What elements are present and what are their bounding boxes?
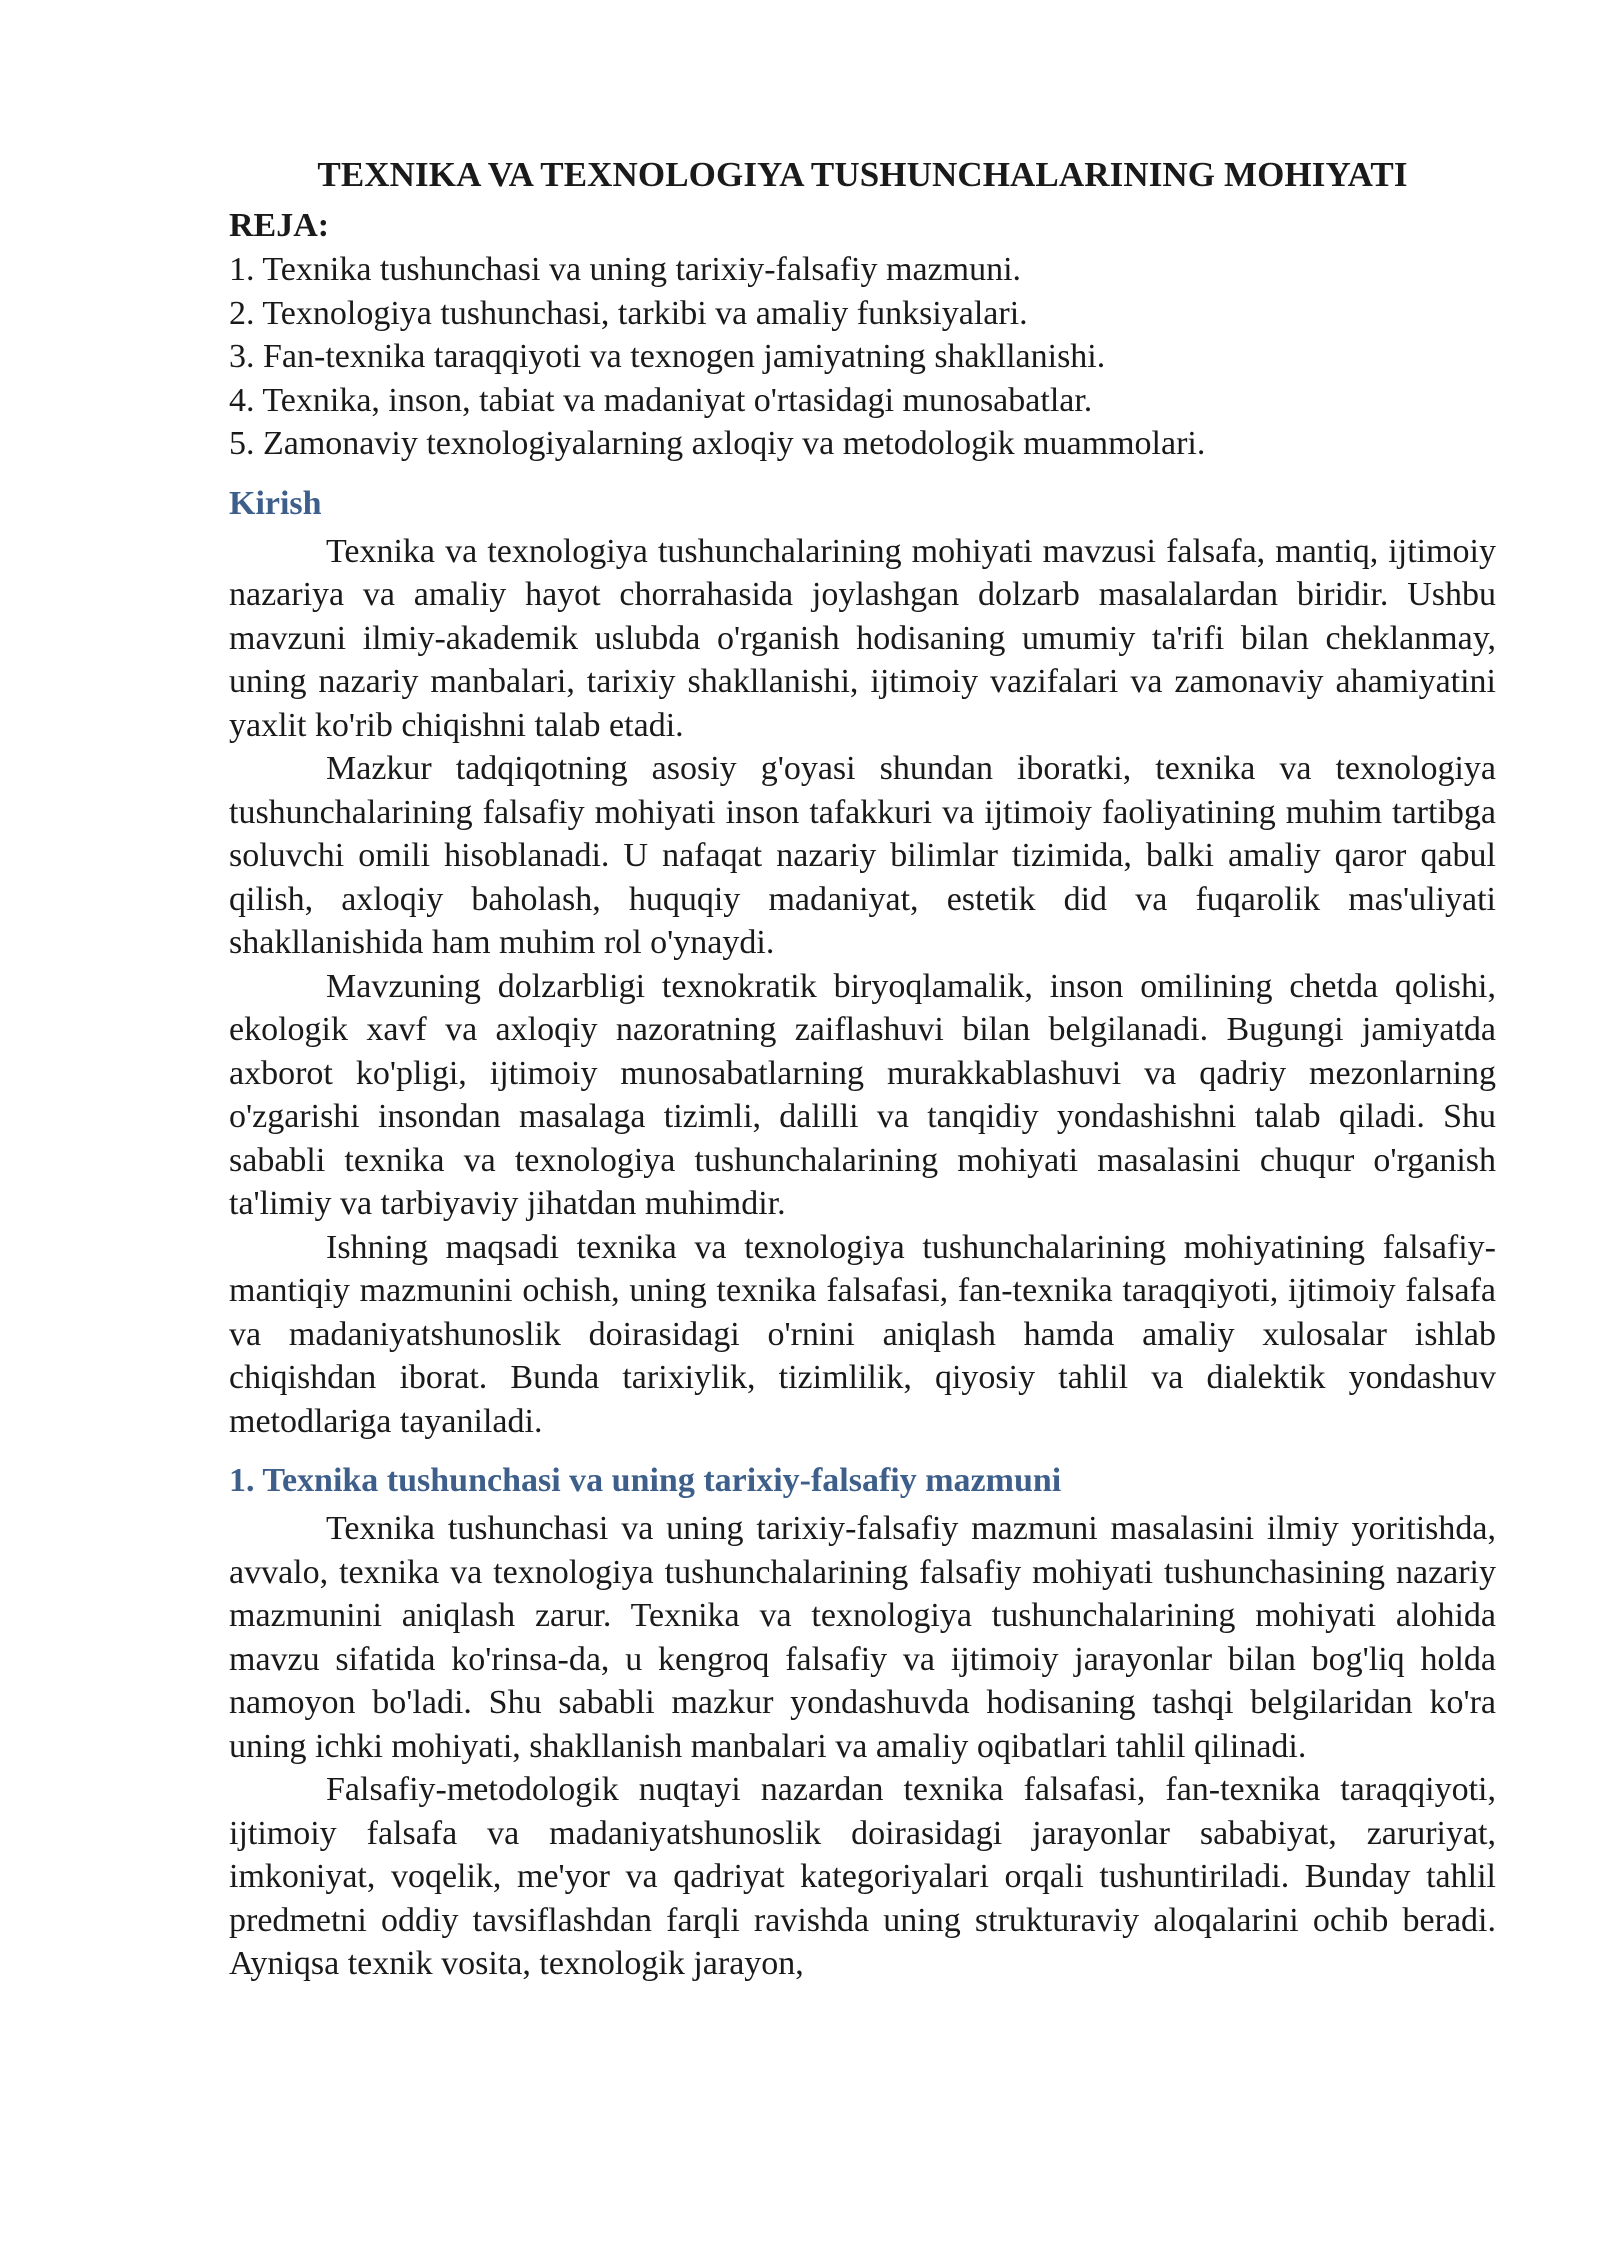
document-title: TEXNIKA VA TEXNOLOGIYA TUSHUNCHALARINING MOHIYATI <box>317 155 1408 194</box>
intro-paragraph: Ishning maqsadi texnika va texnologiya tushunchalarining mohiyatining falsafiy-mantiqiy mazmunini ochish, uning texnika falsafasi, fan-texnika taraqqiyoti, ijtimoiy falsafa va madaniyatshunoslik doirasidagi o'rnini aniqlash hamda amaliy xulosalar ishlab chiqishdan iborat. Bunda tarixiylik, tizimlilik, qiyosiy tahlil va dialektik yondashuv metodlariga tayaniladi. <box>229 1228 1496 1440</box>
page-content <box>229 150 1496 1986</box>
intro-paragraph: Mazkur tadqiqotning asosiy g'oyasi shundan iboratki, texnika va texnologiya tushunchalarining falsafiy mohiyati inson tafakkuri va ijtimoiy faoliyatining muhim tartibga soluvchi omili hisoblanadi. U nafaqat nazariy bilimlar tizimida, balki amaliy qaror qabul qilish, axloqiy baholash, huquqiy madaniyat, estetik did va fuqarolik mas'uliyati shakllanishida ham muhim rol o'ynaydi. <box>229 750 1496 961</box>
section-1-paragraph: Falsafiy-metodologik nuqtayi nazardan texnika falsafasi, fan-texnika taraqqiyoti, ijtimoiy falsafa va madaniyatshunoslik doirasidagi jarayonlar sababiyat, zaruriyat, imkoniyat, voqelik, me'yor va qadriyat kategoriyalari orqali tushuntiriladi. Bunday tahlil predmetni oddiy tavsiflashdan farqli ravishda uning strukturaviy aloqalarini ochib beradi. Ayniqsa texnik vosita, texnologik jarayon, <box>229 1771 1496 1982</box>
plan-item: 5. Zamonaviy texnologiyalarning axloqiy va metodologik muammolari. <box>229 425 1206 462</box>
plan-list <box>229 248 1496 466</box>
intro-paragraph: Mavzuning dolzarbligi texnokratik biryoqlamalik, inson omilining chetda qolishi, ekologik xavf va axloqiy nazoratning zaiflashuvi bilan belgilanadi. Bugungi jamiyatda axborot ko'pligi, ijtimoiy munosabatlarning murakkablashuvi va qadriy mezonlarning o'zgarishi insondan masalaga tizimli, dalilli va tanqidiy yondashishni talab qiladi. Shu sababli texnika va texnologiya tushunchalarining mohiyati masalasini chuqur o'rganish ta'limiy va tarbiyaviy jihatdan muhimdir. <box>229 967 1496 1222</box>
plan-item: 4. Texnika, inson, tabiat va madaniyat o'rtasidagi munosabatlar. <box>229 381 1093 419</box>
section-1-heading: 1. Texnika tushunchasi va uning tarixiy-falsafiy mazmuni <box>229 1462 1062 1499</box>
plan-item: 1. Texnika tushunchasi va uning tarixiy-falsafiy mazmuni. <box>229 251 1022 288</box>
section-1-paragraph: Texnika tushunchasi va uning tarixiy-falsafiy mazmuni masalasini ilmiy yoritishda, avvalo, texnika va texnologiya tushunchalarining falsafiy mohiyati tushunchasining nazariy mazmunini aniqlash zarur. Texnika va texnologiya tushunchalarining mohiyati alohida mavzu sifatida ko'rinsa-da, u kengroq falsafiy va ijtimoiy jarayonlar bilan bog'liq holda namoyon bo'ladi. Shu sababli mazkur yondashuvda hodisaning tashqi belgilaridan ko'ra uning ichki mohiyati, shakllanish manbalari va amaliy oqibatlari tahlil qilinadi. <box>229 1510 1496 1765</box>
intro-paragraph: Texnika va texnologiya tushunchalarining mohiyati mavzusi falsafa, mantiq, ijtimoiy nazariya va amaliy hayot chorrahasida joylashgan dolzarb masalalardan biridir. Ushbu mavzuni ilmiy-akademik uslubda o'rganish hodisaning umumiy ta'rifi bilan cheklanmay, uning nazariy manbalari, tarixiy shakllanishi, ijtimoiy vazifalari va zamonaviy ahamiyatini yaxlit ko'rib chiqishni talab etadi. <box>229 532 1496 744</box>
plan-item: 3. Fan-texnika taraqqiyoti va texnogen jamiyatning shakllanishi. <box>229 338 1106 375</box>
plan-heading: REJA: <box>229 207 330 244</box>
intro-heading: Kirish <box>229 484 322 522</box>
plan-item: 2. Texnologiya tushunchasi, tarkibi va amaliy funksiyalari. <box>229 294 1028 332</box>
